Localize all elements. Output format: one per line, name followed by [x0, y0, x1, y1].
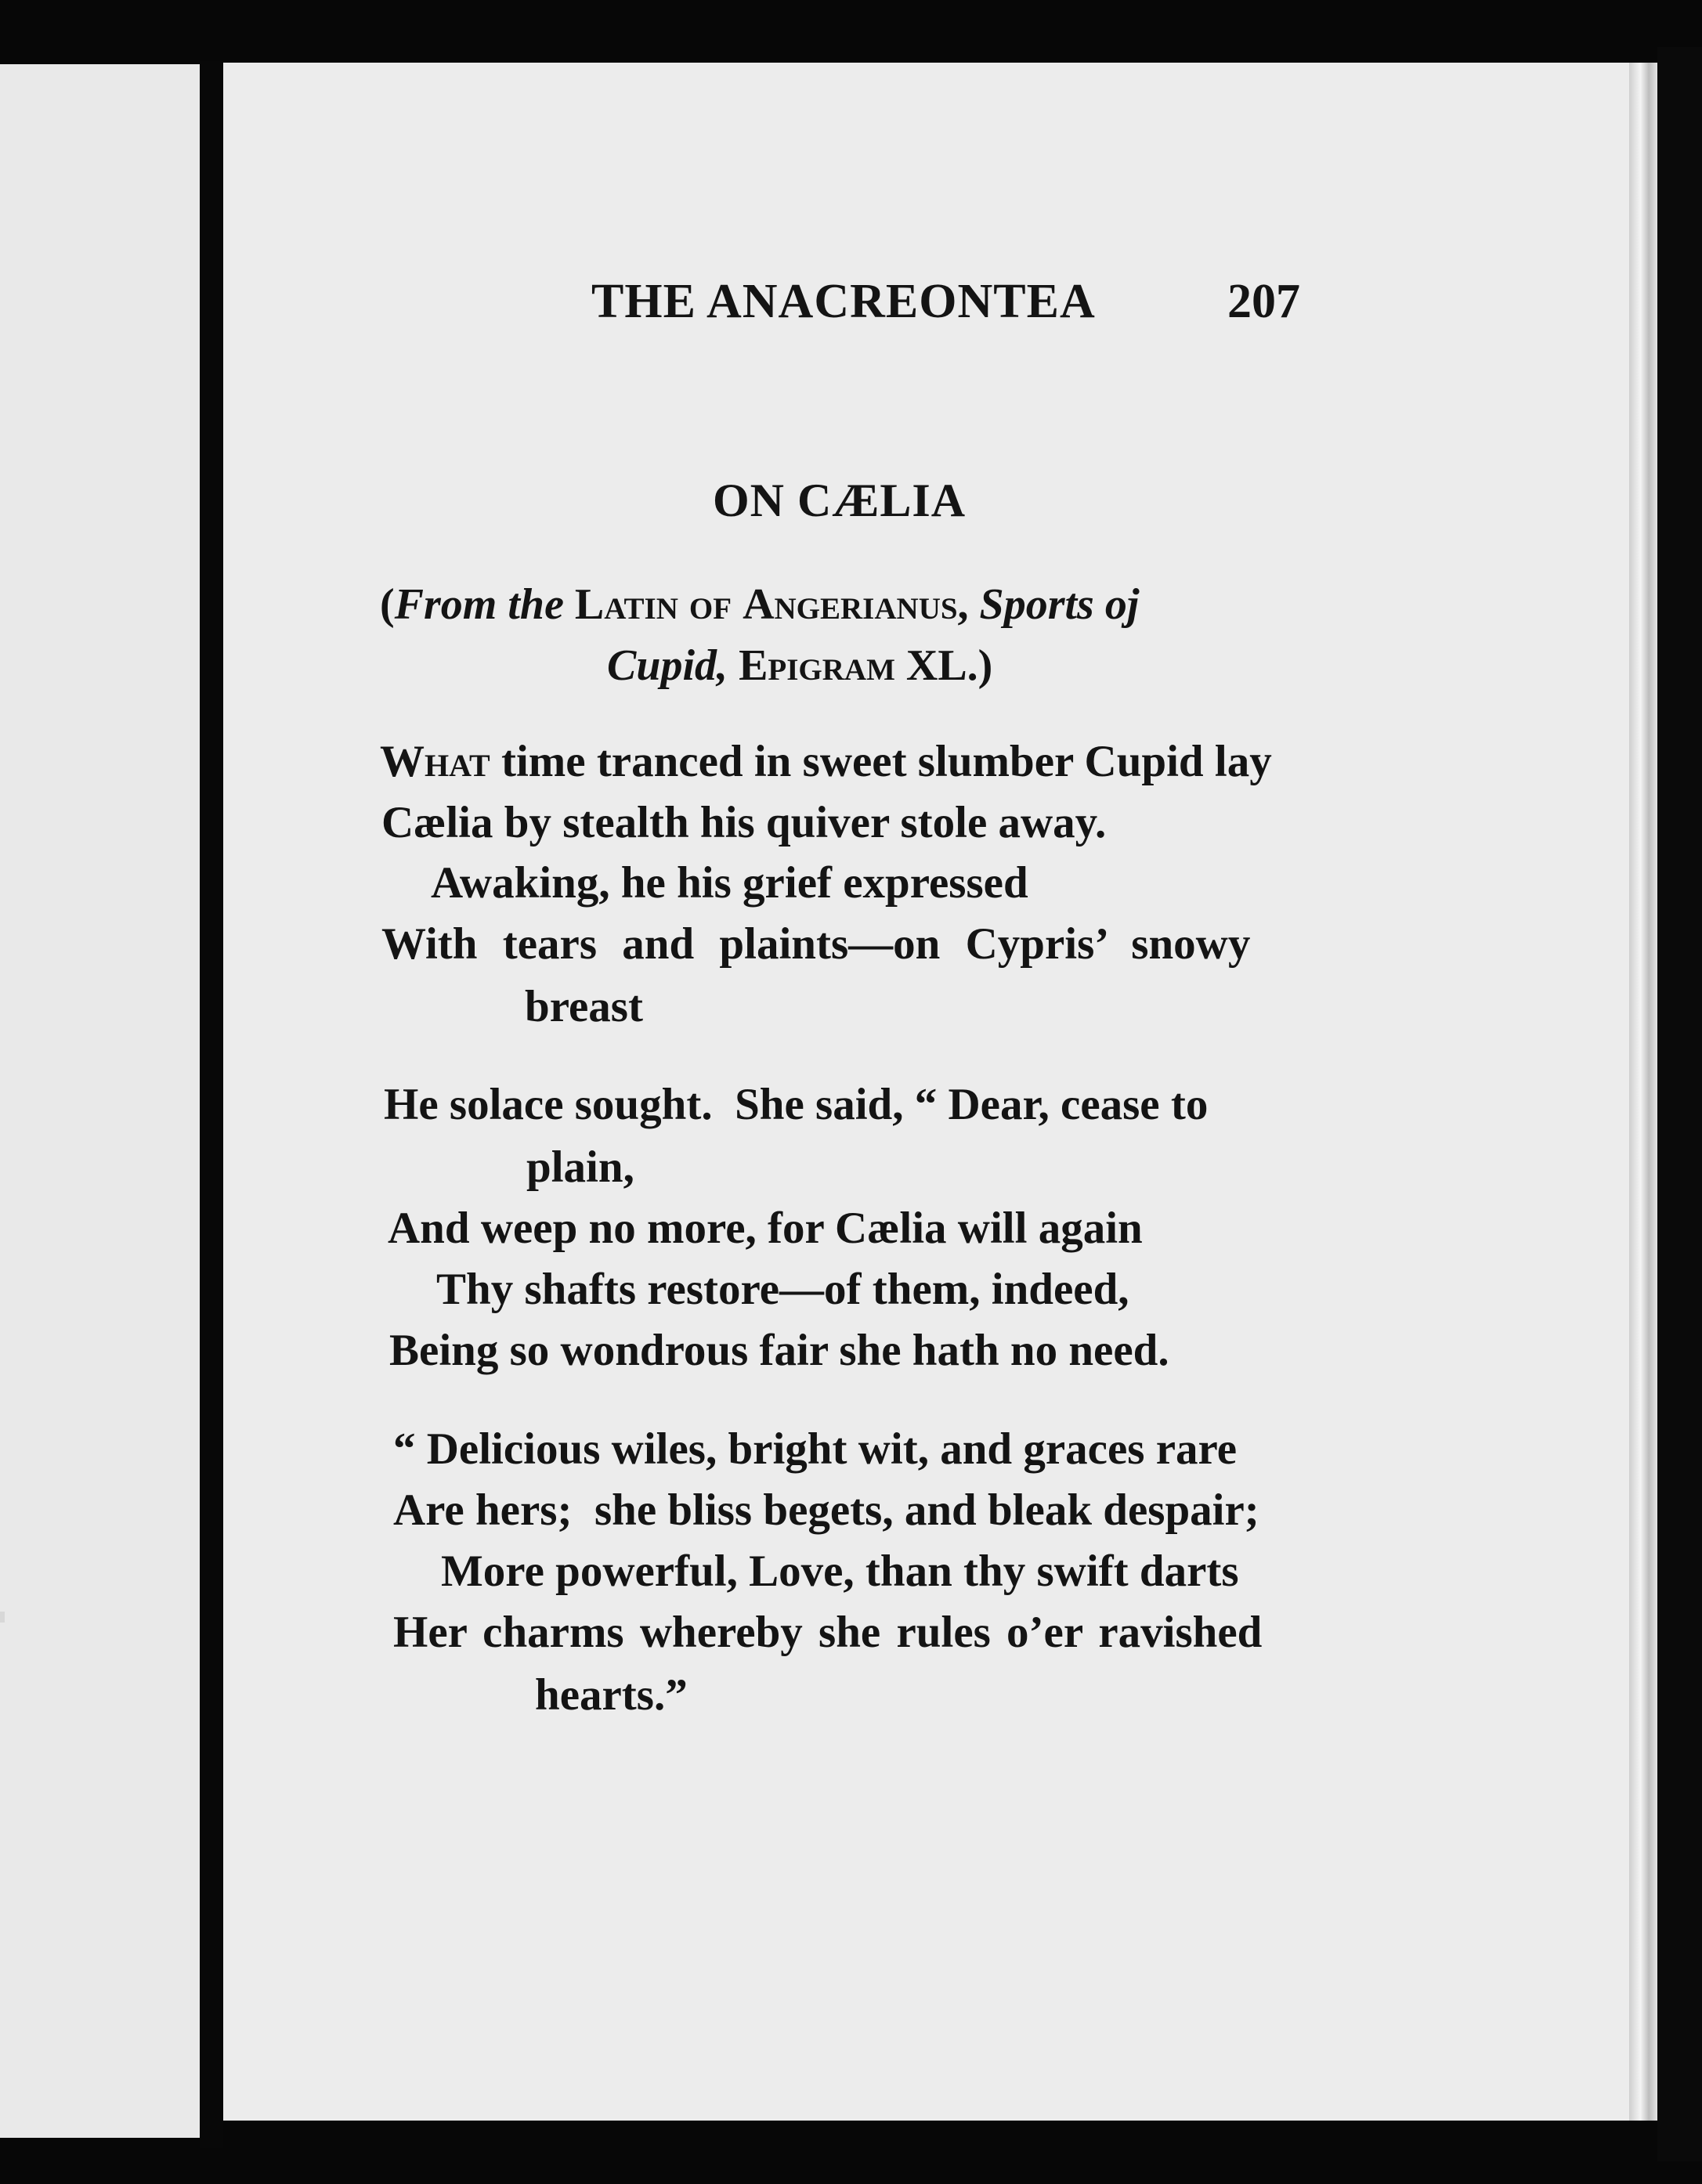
page-number: 207 [1227, 275, 1300, 328]
poem-line: Awaking, he his grief expressed [431, 858, 1028, 908]
book-gutter [200, 61, 223, 2148]
source-note-line-2 [607, 641, 992, 691]
poem-line: breast [525, 982, 643, 1031]
poem-line: He solace sought. She said, “ Dear, cease to [384, 1080, 1209, 1129]
poem-line: Thy shafts restore—of them, indeed, [436, 1265, 1129, 1314]
source-note-line-1 [380, 579, 1139, 630]
stray-mark [0, 1612, 5, 1623]
poem-line: plain, [526, 1143, 634, 1192]
poem-line-rest: time tranced in sweet slumber Cupid lay [490, 737, 1272, 786]
poem-line: “ Delicious wiles, bright wit, and graces rare [393, 1424, 1238, 1474]
source-note-work-cont: Cupid, [607, 641, 728, 690]
page-edge [1629, 63, 1657, 2121]
running-head-title: THE ANACREONTEA [591, 275, 1096, 328]
source-note-number: XL.) [905, 641, 993, 690]
poem-line: More powerful, Love, than thy swift darts [441, 1547, 1239, 1596]
source-note-paren: ( [380, 580, 395, 629]
poem-title: ON CÆLIA [713, 475, 967, 526]
poem-line: Are hers; she bliss begets, and bleak despair; [393, 1485, 1259, 1535]
poem-line: Cælia by stealth his quiver stole away. [381, 798, 1107, 847]
poem-line: With tears and plaints—on Cypris’ snowy [381, 919, 1251, 969]
poem-line: hearts.” [535, 1670, 688, 1720]
source-note-latin-of: Latin of [574, 580, 732, 629]
facing-page-edge [0, 64, 200, 2138]
source-note-work: Sports oj [979, 580, 1140, 629]
source-note-from: From the [394, 580, 564, 629]
poem-line: And weep no more, for Cælia will again [388, 1204, 1143, 1253]
poem-line-first-word: What [380, 737, 490, 786]
poem-line: Her charms whereby she rules o’er ravished [393, 1608, 1263, 1657]
source-note-epigram: Epigram [739, 641, 895, 690]
poem-line: Being so wondrous fair she hath no need. [389, 1326, 1169, 1375]
scan-border [1657, 47, 1702, 2161]
source-note-author: Angerianus, [743, 580, 969, 629]
poem-line [380, 736, 1272, 787]
